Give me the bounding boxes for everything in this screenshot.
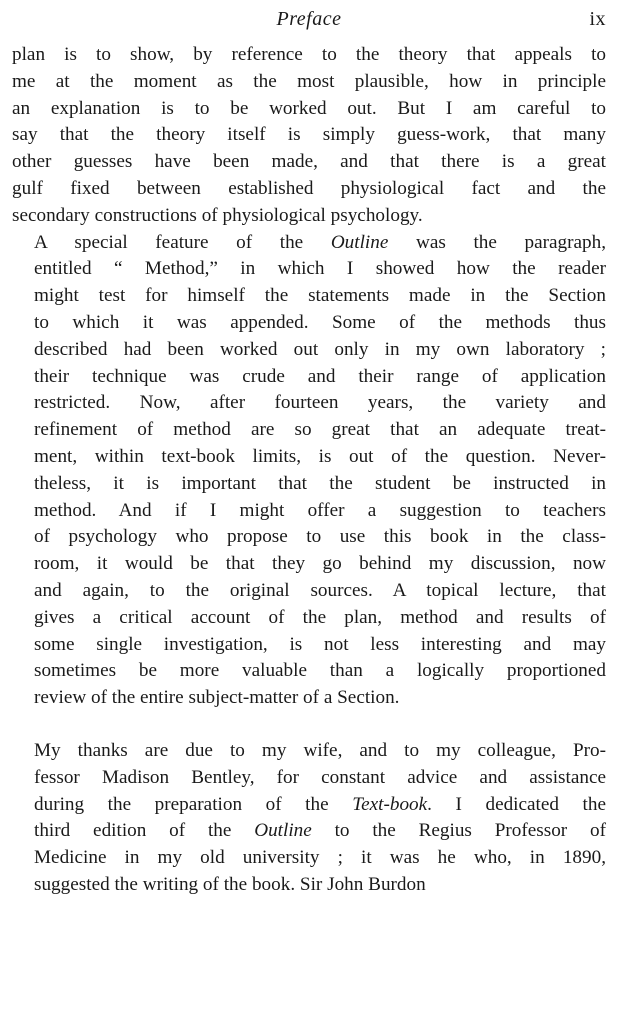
text-line: might test for himself the statements made in the Section [34, 285, 606, 307]
text-line: review of the entire subject-matter of a Section. [34, 687, 400, 709]
book-page [12, 0, 606, 899]
running-head [12, 0, 606, 42]
paragraph-break [12, 712, 606, 738]
text-line: their technique was crude and their range of application [34, 365, 606, 387]
paragraph-method [12, 230, 606, 712]
text-line: other guesses have been made, and that there is a great [12, 151, 606, 173]
text-line [12, 792, 606, 819]
text-line: refinement of method are so great that an adequate treat- [34, 419, 606, 441]
page-number: ix [589, 8, 606, 30]
text-segment: third edition of the [34, 820, 255, 842]
text-line: to which it was appended. Some of the methods thus [34, 311, 606, 333]
text-line: say that the theory itself is simply guess-work, that many [12, 124, 606, 146]
running-title: Preface [276, 8, 342, 30]
paragraph-acknowledgements [12, 738, 606, 899]
text-line: suggested the writing of the book. Sir John Burdon [34, 873, 426, 895]
text-segment: . I dedicated the [427, 793, 607, 815]
text-line: plan is to show, by reference to the theory that appeals to [12, 44, 606, 65]
text-line: gives a critical account of the plan, method and results of [34, 606, 606, 628]
text-line: restricted. Now, after fourteen years, the variety and [34, 392, 606, 414]
italic-title: Outline [254, 820, 312, 842]
text-segment: to the Regius Professor of [311, 820, 606, 842]
text-segment: during the preparation of the [34, 793, 353, 815]
italic-title: Outline [330, 231, 389, 253]
italic-title: Text-book [352, 793, 428, 815]
text-line: Medicine in my old university ; it was he who, in 1890, [34, 847, 606, 869]
text-line: described had been worked out only in my own laboratory ; [34, 338, 606, 360]
text-line: secondary constructions of physiological psychology. [12, 204, 423, 226]
text-line: ment, within text-book limits, is out of the question. Never- [34, 445, 606, 467]
text-line [12, 230, 606, 257]
text-line: me at the moment as the most plausible, how in principle [12, 70, 606, 92]
text-line: method. And if I might offer a suggestion to teachers [34, 499, 606, 521]
text-line: sometimes be more valuable than a logically proportioned [34, 660, 606, 682]
text-line: entitled “ Method,” in which I showed how the reader [34, 258, 606, 280]
text-line: some single investigation, is not less interesting and may [34, 633, 606, 655]
text-line: My thanks are due to my wife, and to my colleague, Pro- [34, 739, 606, 761]
text-segment: was the paragraph, [388, 231, 606, 253]
text-line: room, it would be that they go behind my discussion, now [34, 553, 606, 575]
text-line: theless, it is important that the student be instructed in [34, 472, 606, 494]
text-line: and again, to the original sources. A topical lecture, that [34, 579, 606, 601]
text-line [12, 818, 606, 845]
text-line: an explanation is to be worked out. But I am careful to [12, 97, 606, 119]
text-line: gulf fixed between established physiological fact and the [12, 177, 606, 199]
text-line: of psychology who propose to use this book in the class- [34, 526, 606, 548]
text-line: fessor Madison Bentley, for constant advice and assistance [34, 766, 606, 788]
text-segment: A special feature of the [34, 231, 331, 253]
paragraph-theory [12, 42, 606, 230]
